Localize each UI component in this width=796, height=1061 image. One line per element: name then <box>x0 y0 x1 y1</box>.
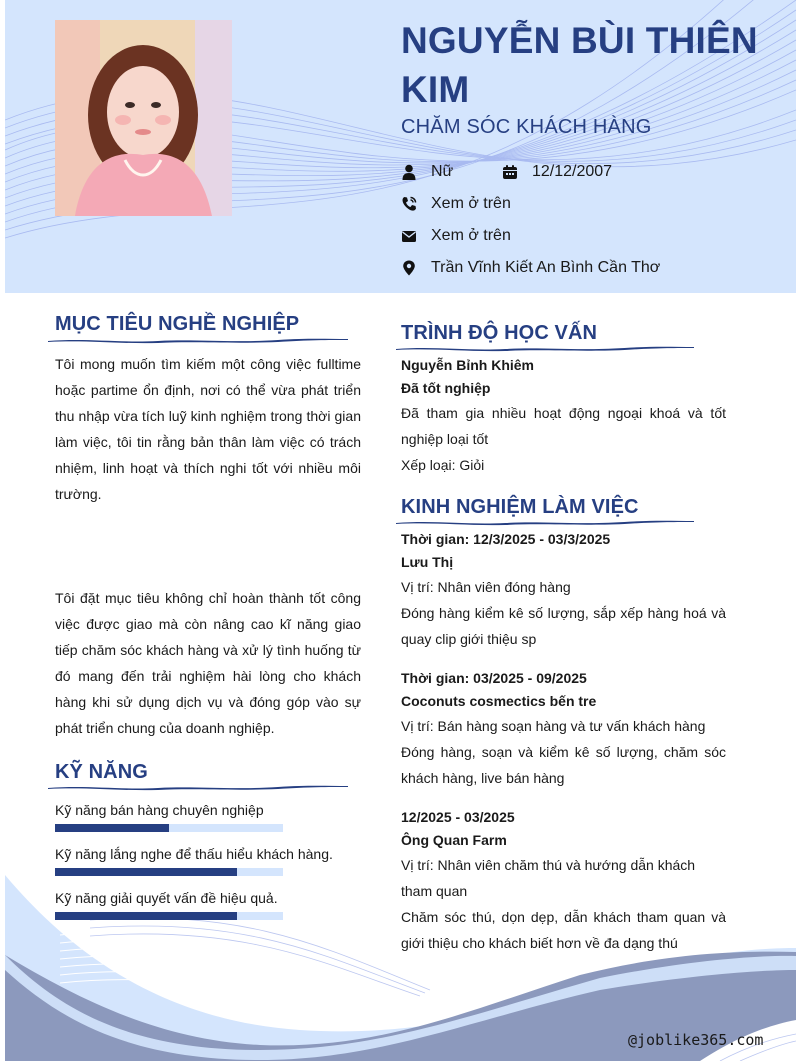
profile-photo <box>55 20 232 216</box>
skill-label: Kỹ năng bán hàng chuyên nghiệp <box>55 802 264 818</box>
map-marker-icon <box>401 260 417 276</box>
experience-company: Lưu Thị <box>401 554 454 570</box>
experience-position: Vị trí: Bán hàng soạn hàng và tư vấn khách hàng <box>401 718 706 734</box>
experience-company: Ông Quan Farm <box>401 832 507 848</box>
address-value: Trần Vĩnh Kiết An Bình Cần Thơ <box>431 259 661 276</box>
dob-value: 12/12/2007 <box>532 163 613 180</box>
skills-title: KỸ NĂNG <box>55 761 148 783</box>
info-dob <box>502 161 612 183</box>
experience-time: 12/2025 - 03/2025 <box>401 809 515 825</box>
calendar-icon <box>502 164 518 180</box>
skill-bar <box>55 868 283 876</box>
education-status: Đã tốt nghiệp <box>401 380 491 396</box>
skills-underline <box>48 783 348 791</box>
phone-value: Xem ở trên <box>431 195 511 212</box>
skill-label: Kỹ năng lắng nghe để thấu hiểu khách hàng. <box>55 846 333 862</box>
experience-description: Đóng hàng, soạn và kiểm kê số lượng, chăm sóc khách hàng, live bán hàng <box>401 744 726 786</box>
objective-underline <box>48 336 348 344</box>
skill-bar <box>55 824 283 832</box>
skill-bar-fill <box>55 824 169 832</box>
envelope-icon <box>401 228 417 244</box>
experience-position: Vị trí: Nhân viên chăm thú và hướng dẫn khách tham quan <box>401 857 696 899</box>
header-band <box>5 0 796 293</box>
info-email <box>401 225 511 247</box>
experience-underline <box>396 518 694 526</box>
education-underline <box>396 344 694 352</box>
education-grade: Xếp loại: Giỏi <box>401 457 485 473</box>
experience-time: Thời gian: 12/3/2025 - 03/3/2025 <box>401 531 611 547</box>
email-value: Xem ở trên <box>431 227 511 244</box>
skill-bar-fill <box>55 912 237 920</box>
education-description: Đã tham gia nhiều hoạt động ngoại khoá và tốt nghiệp loại tốt <box>401 405 726 447</box>
job-title: CHĂM SÓC KHÁCH HÀNG <box>401 116 652 138</box>
info-address <box>401 257 660 279</box>
objective-title: MỤC TIÊU NGHỀ NGHIỆP <box>55 313 300 335</box>
gender-value: Nữ <box>431 163 454 180</box>
skill-bar <box>55 912 283 920</box>
experience-title: KINH NGHIỆM LÀM VIỆC <box>401 496 639 518</box>
info-phone <box>401 193 511 215</box>
experience-description: Đóng hàng kiểm kê số lượng, sắp xếp hàng hoá và quay clip giới thiệu sp <box>401 605 726 647</box>
skill-bar-fill <box>55 868 237 876</box>
objective-paragraph-1: Tôi mong muốn tìm kiếm một công việc fulltime hoặc partime ổn định, nơi có thể vừa phát triển thu nhập vừa tích luỹ kinh nghiệm trong thời gian làm việc, tôi tin rằng bản thân làm việc có trách nhiệm, linh hoạt và thích nghi tốt với nhiều môi trường. <box>55 356 361 502</box>
education-title: TRÌNH ĐỘ HỌC VẤN <box>401 322 598 344</box>
footer-website: @joblike365.com <box>628 1031 764 1049</box>
candidate-name: NGUYỄN BÙI THIÊN KIM <box>401 20 758 110</box>
experience-position: Vị trí: Nhân viên đóng hàng <box>401 579 571 595</box>
experience-company: Coconuts cosmectics bến tre <box>401 693 597 709</box>
experience-time: Thời gian: 03/2025 - 09/2025 <box>401 670 587 686</box>
objective-paragraph-2: Tôi đặt mục tiêu không chỉ hoàn thành tốt công việc được giao mà còn nâng cao kĩ năng giao tiếp chăm sóc khách hàng và xử lý tình huống từ đó mang đến trải nghiệm hài lòng cho khách hàng khi sử dụng dịch vụ và đóng góp vào sự phát triển chung của doanh nghiệp. <box>55 590 361 736</box>
education-school: Nguyễn Bỉnh Khiêm <box>401 357 535 373</box>
experience-description: Chăm sóc thú, dọn dẹp, dẫn khách tham quan và giới thiệu cho khách biết hơn về đa dạng thú <box>401 909 726 951</box>
info-gender <box>401 161 453 183</box>
user-icon <box>401 164 417 180</box>
skill-label: Kỹ năng giải quyết vấn đề hiệu quả. <box>55 890 278 906</box>
phone-icon <box>401 196 417 212</box>
